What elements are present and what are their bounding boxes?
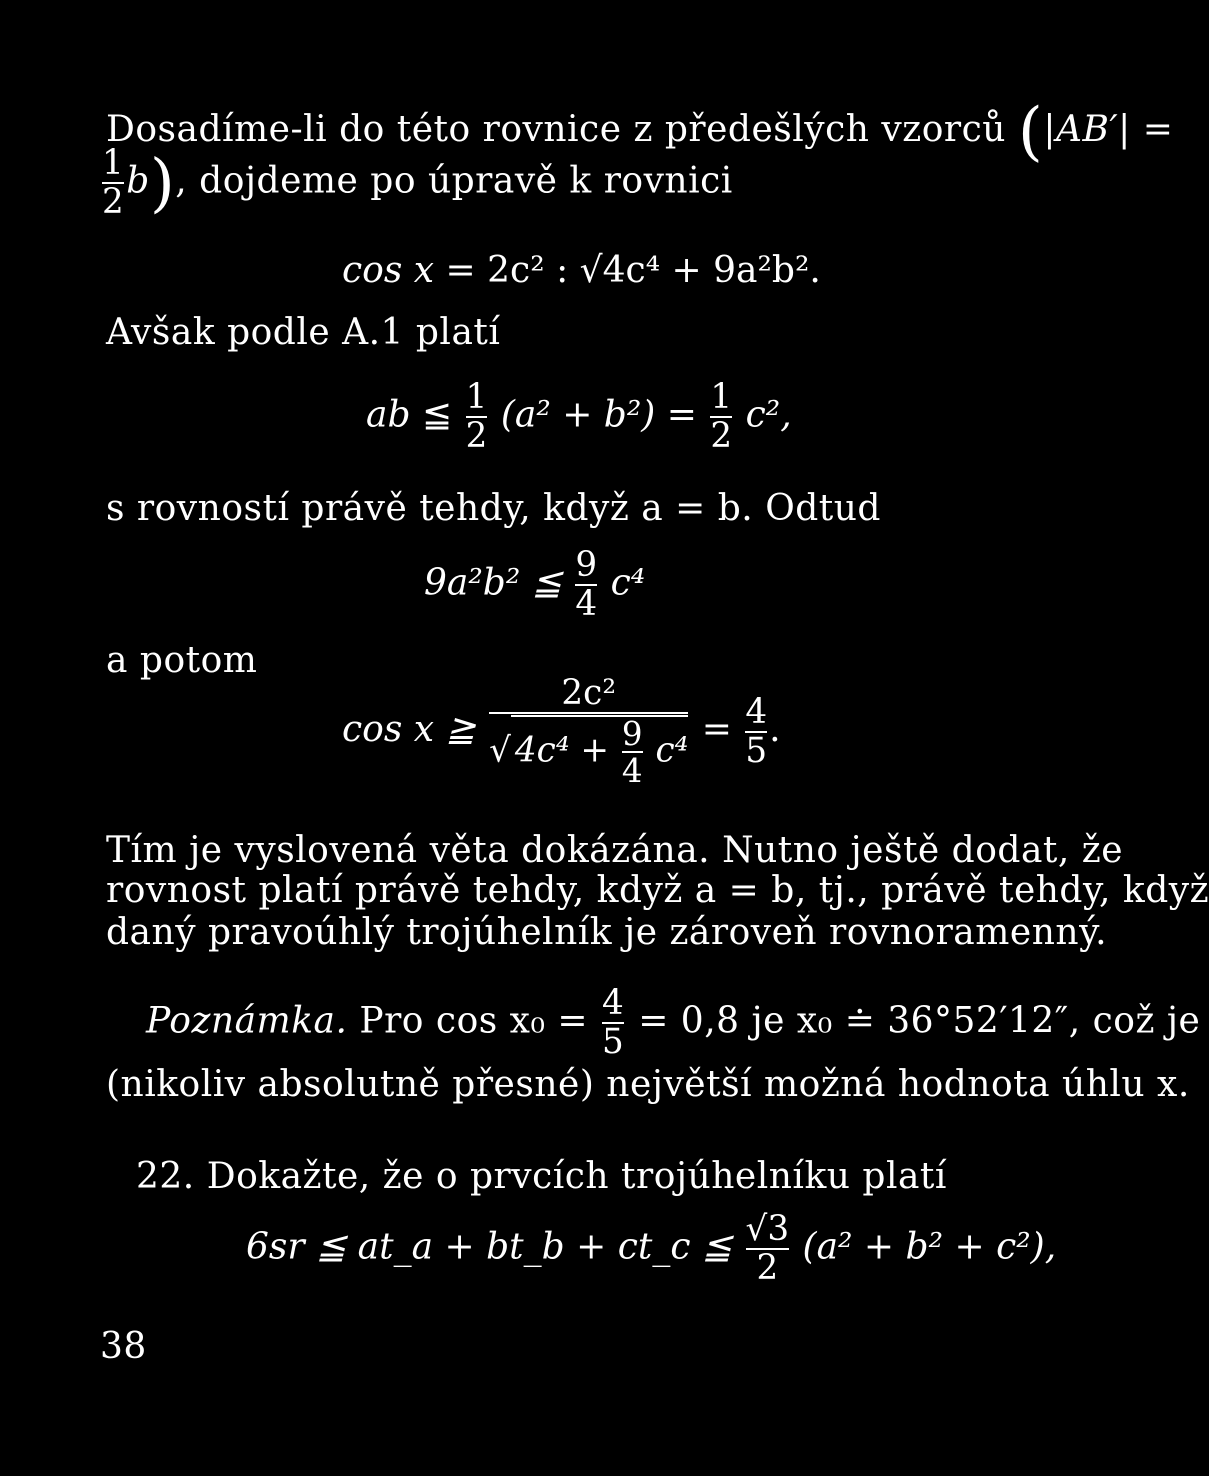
note-frac: $\frac{4}{5}$ — [601, 983, 625, 1062]
fraction-half: $\frac{1}{2}$ — [102, 143, 125, 222]
equation-cosx-1 — [342, 250, 821, 291]
eq4-result-frac: $\frac{4}{5}$ — [745, 691, 768, 771]
eq4-lhs: cos x ≧ — [342, 709, 476, 751]
note-label: Poznámka. — [146, 1000, 348, 1042]
text-apotom: a potom — [106, 640, 258, 681]
equation-ab-inequality — [366, 377, 792, 456]
paragraph2-line-3: daný pravoúhlý trojúhelník je zároveň rovnoramenný. — [106, 912, 1108, 953]
eq4-equals: = — [701, 709, 732, 751]
eq2-end: c², — [745, 394, 792, 436]
eq3-frac: $\frac{9}{4}$ — [575, 545, 598, 624]
text-dojdeme: , dojdeme po úpravě k rovnici — [175, 160, 733, 202]
eq1-rhs: = 2c² : √4c⁴ + 9a²b². — [445, 250, 821, 291]
text-rovnost: s rovností právě tehdy, když a = b. Odtud — [106, 488, 881, 529]
eq4-end: . — [769, 709, 781, 751]
paragraph2-line-2: rovnost platí právě tehdy, když a = b, tj., právě tehdy, když — [106, 870, 1209, 911]
note-text-a: Pro cos x₀ = — [359, 1000, 589, 1042]
eq2-frac-2: $\frac{1}{2}$ — [710, 377, 733, 456]
eq2-lhs: ab — [366, 394, 411, 436]
eq3-end: c⁴ — [610, 562, 646, 604]
eq2-rel: ≦ — [421, 394, 453, 436]
paren-open: ( — [1017, 95, 1044, 169]
text-intro: Dosadíme-li do této rovnice z předešlých vzorců — [106, 109, 1006, 150]
paragraph2-line-1: Tím je vyslovená věta dokázána. Nutno ještě dodat, že — [106, 830, 1124, 871]
var-b: b — [126, 160, 150, 202]
eq4-main-frac — [489, 673, 689, 790]
eq4-sqrt-body: 4c⁴ + $\frac{9}{4}$ c⁴ — [511, 715, 688, 788]
text-avsak: Avšak podle A.1 platí — [106, 312, 501, 353]
problem-frac: $\frac{√3}{2}$ — [745, 1209, 790, 1288]
eq3-lhs: 9a²b² ≦ — [424, 562, 562, 604]
note-line-2: (nikoliv absolutně přesné) největší možná hodnota úhlu x. — [106, 1064, 1190, 1105]
eq4-denominator — [489, 712, 688, 788]
sqrt-sign: √ — [489, 730, 511, 771]
eq1-lhs: cos x — [342, 250, 435, 291]
note-text-b: = 0,8 je x₀ ≐ 36°52′12″, což je — [638, 1000, 1201, 1042]
page-number: 38 — [100, 1326, 147, 1367]
problem-22 — [136, 1156, 947, 1197]
problem-text: Dokažte, že o prvcích trojúhelníku platí — [206, 1156, 947, 1197]
eq4-numerator: 2c² — [561, 673, 617, 713]
problem-eq-lhs: 6sr ≦ at_a + bt_b + ct_c ≦ — [246, 1226, 733, 1268]
problem-equation — [246, 1209, 1057, 1288]
equation-cosx-2 — [342, 673, 781, 790]
formula-ab: |AB′| = — [1043, 109, 1174, 150]
paren-close: ) — [149, 146, 176, 221]
note-line-1 — [146, 983, 1201, 1062]
problem-number: 22. — [136, 1156, 195, 1197]
equation-9a2b2 — [424, 545, 646, 624]
eq2-mid: (a² + b²) = — [500, 394, 697, 436]
paragraph-line-2 — [100, 143, 733, 222]
eq4-inner-frac: $\frac{9}{4}$ — [621, 714, 643, 790]
eq2-frac-1: $\frac{1}{2}$ — [465, 377, 488, 456]
problem-eq-end: (a² + b² + c²), — [802, 1226, 1057, 1268]
